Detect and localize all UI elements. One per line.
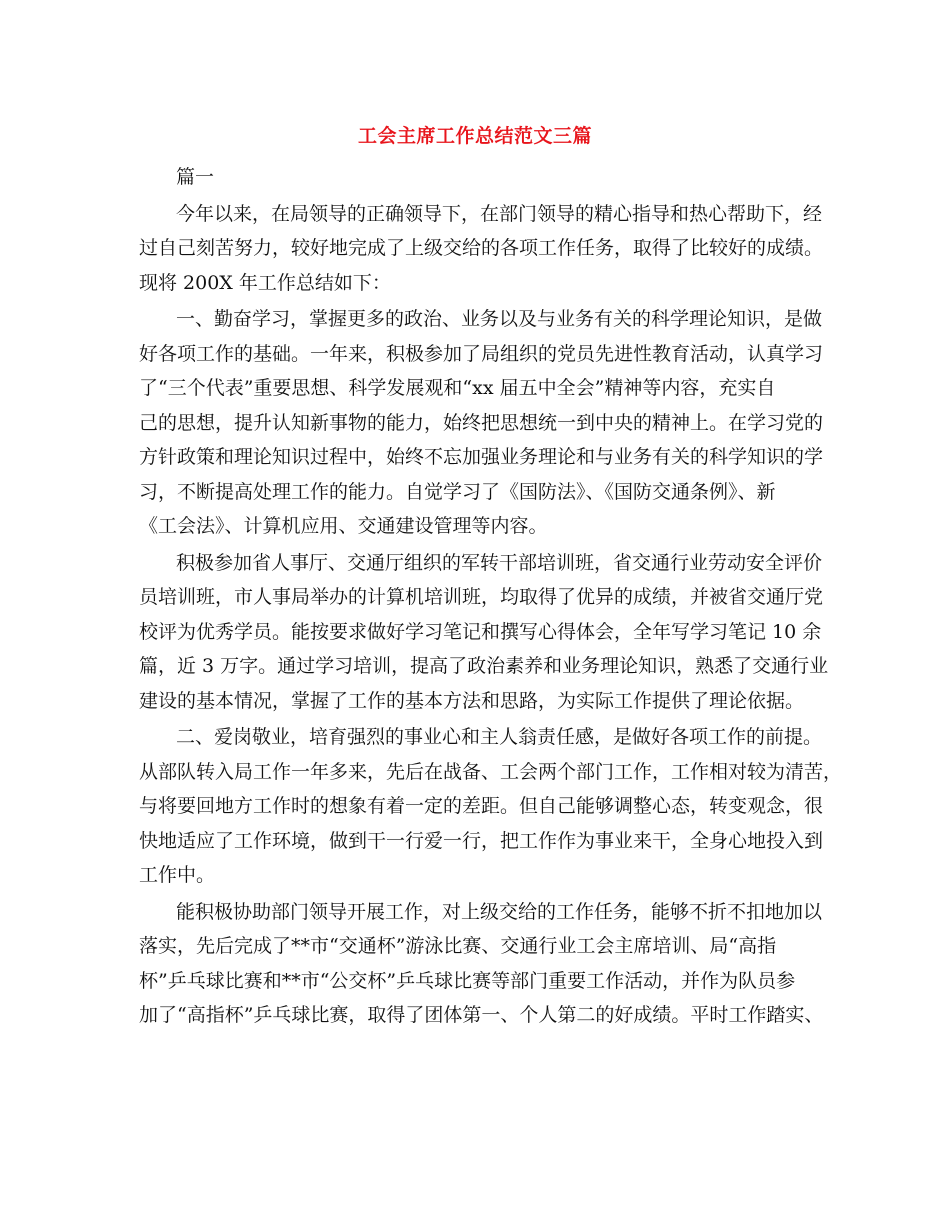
text-line: 今年以来，在局领导的正确领导下，在部门领导的精心指导和热心帮助下，经 (176, 202, 823, 225)
text-line: 能积极协助部门领导开展工作，对上级交给的工作任务，能够不折不扣地加以 (176, 900, 823, 923)
text-line: 建设的基本情况，掌握了工作的基本方法和思路，为实际工作提供了理论依据。 (139, 689, 805, 712)
text-line: 方针政策和理论知识过程中，始终不忘加强业务理论和与业务有关的科学知识的学 (139, 446, 824, 468)
text-line: 篇，近 3 万字。通过学习培训，提高了政治素养和业务理论知识，熟悉了交通行业 (139, 655, 829, 677)
paragraph (139, 895, 824, 1033)
text-line: 己的思想，提升认知新事物的能力，始终把思想统一到中央的精神上。在学习党的 (139, 411, 824, 434)
text-line: 落实，先后完成了**市“交通杯”游泳比赛、交通行业工会主席培训、局“高指 (139, 935, 777, 957)
text-line: 加了“高指杯”乒乓球比赛，取得了团体第一、个人第二的好成绩。平时工作踏实、 (139, 1004, 824, 1026)
text-line: 积极参加省人事厅、交通厅组织的军转干部培训班，省交通行业劳动安全评价 (176, 551, 823, 574)
text-line: 从部队转入局工作一年多来，先后在战备、工会两个部门工作，工作相对较为清苦， (139, 760, 843, 783)
text-line: 《工会法》、计算机应用、交通建设管理等内容。 (139, 515, 548, 537)
text-line: 一、勤奋学习，掌握更多的政治、业务以及与业务有关的科学理论知识，是做 (176, 308, 823, 330)
paragraph (139, 720, 843, 893)
document-title: 工会主席工作总结范文三篇 (357, 125, 592, 147)
paragraph (139, 197, 824, 301)
text-line: 现将 200X 年工作总结如下： (139, 271, 391, 294)
document-body (139, 160, 843, 1035)
text-line: 二、爱岗敬业，培育强烈的事业心和主人翁责任感，是做好各项工作的前提。 (176, 726, 823, 748)
paragraph (139, 546, 829, 719)
text-line: 工作中。 (139, 864, 216, 886)
text-line: 过自己刻苦努力，较好地完成了上级交给的各项工作任务，取得了比较好的成绩。 (139, 237, 824, 259)
text-line: 校评为优秀学员。能按要求做好学习笔记和撰写心得体会，全年写学习笔记 10 余 (139, 620, 822, 643)
paragraph (139, 302, 824, 544)
paragraph (139, 160, 819, 195)
text-line: 快地适应了工作环境，做到干一行爱一行，把工作作为事业来干，全身心地投入到 (139, 829, 824, 852)
text-line: 了“三个代表”重要思想、科学发展观和“xx 届五中全会”精神等内容，充实自 (139, 377, 776, 399)
text-line: 篇一 (176, 166, 215, 188)
text-line: 习，不断提高处理工作的能力。自觉学习了《国防法》、《国防交通条例》、新 (139, 480, 776, 503)
text-line: 与将要回地方工作时的想象有着一定的差距。但自己能够调整心态，转变观念，很 (139, 795, 824, 817)
text-line: 杯”乒乓球比赛和**市“公交杯”乒乓球比赛等部门重要工作活动，并作为队员参 (139, 969, 796, 992)
text-line: 员培训班，市人事局举办的计算机培训班，均取得了优异的成绩，并被省交通厅党 (139, 586, 824, 608)
text-line: 好各项工作的基础。一年来，积极参加了局组织的党员先进性教育活动，认真学习 (139, 342, 824, 365)
